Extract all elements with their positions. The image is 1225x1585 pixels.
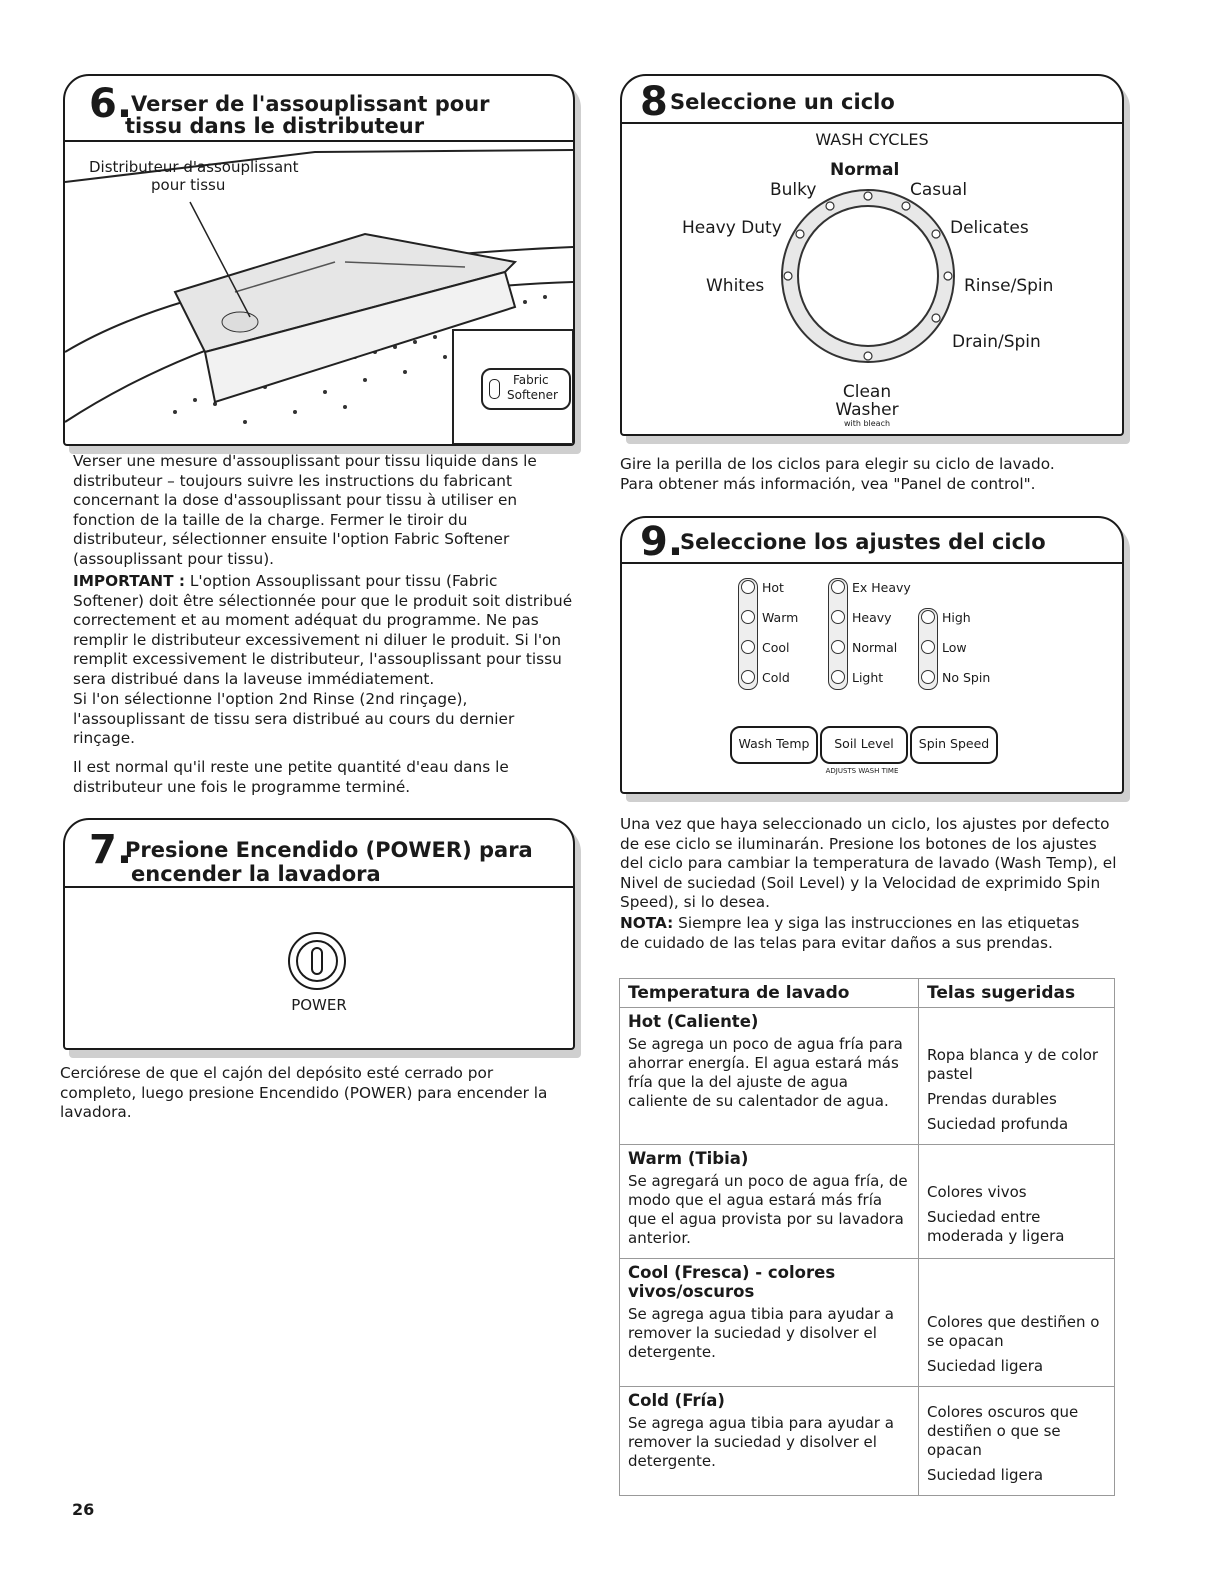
nota-text: Siempre lea y siga las instrucciones en las etiquetas de cuidado de las telas para evitar daños a sus prendas.: [620, 914, 1080, 952]
table-cell-temp: [620, 1145, 919, 1259]
fabric-item: Suciedad ligera: [927, 1466, 1044, 1484]
table-row: [620, 1387, 1115, 1496]
step8-paragraph: Gire la perilla de los ciclos para elegir su ciclo de lavado. Para obtener más información, vea "Panel de control".: [620, 455, 1055, 493]
fabric-item: Suciedad entre moderada y ligera: [927, 1208, 1065, 1245]
fabric-item: Colores que destiñen o se opacan: [927, 1313, 1100, 1350]
step7-number: 7.: [89, 827, 133, 873]
table-header-fabrics: Telas sugeridas: [919, 979, 1115, 1008]
option-cool: Cool: [762, 640, 790, 655]
adjusts-wash-time-note: ADJUSTS WASH TIME: [825, 767, 899, 775]
row-description: Se agrega agua tibia para ayudar a remover la suciedad y disolver el detergente.: [628, 1305, 894, 1361]
step9-number: 9.: [640, 519, 684, 565]
option-light: Light: [852, 670, 884, 685]
soil-level-button[interactable]: Soil Level: [820, 726, 908, 764]
table-cell-temp: [620, 1387, 919, 1496]
step6-paragraph-3: Si l'on sélectionne l'option 2nd Rinse (2nd rinçage), l'assouplissant de tissu sera distribué au cours du dernier rinçage.: [73, 690, 515, 747]
row-description: Se agrega un poco de agua fría para ahorrar energía. El agua estará más fría que la del ajuste de agua caliente de su calentador de agua.: [628, 1035, 903, 1110]
led-cool-icon: [741, 640, 755, 654]
option-heavy: Heavy: [852, 610, 892, 625]
callout-line1: Distributeur d'assouplissant: [89, 158, 299, 176]
table-cell-fabrics: [919, 1259, 1115, 1387]
fabric-softener-button: [481, 368, 571, 410]
cycle-clean-washer-1: Clean: [842, 382, 892, 402]
table-cell-fabrics: [919, 1145, 1115, 1259]
step8-title: Seleccione un ciclo: [670, 90, 895, 114]
cycle-normal: Normal: [830, 160, 900, 180]
step9-nota: [620, 914, 1100, 953]
led-ex-heavy-icon: [831, 580, 845, 594]
led-high-icon: [921, 610, 935, 624]
option-hot: Hot: [762, 580, 784, 595]
nota-label: NOTA:: [620, 914, 674, 932]
led-hot-icon: [741, 580, 755, 594]
table-row: [620, 1008, 1115, 1145]
softener-led-icon: [489, 379, 500, 399]
table-header-temperature: Temperatura de lavado: [620, 979, 919, 1008]
row-description: Se agregará un poco de agua fría, de modo que el agua estará más fría que el agua provista por su lavadora anterior.: [628, 1172, 908, 1247]
option-no-spin: No Spin: [942, 670, 991, 685]
cycle-heavy-duty: Heavy Duty: [682, 218, 782, 238]
cycle-drain-spin: Drain/Spin: [952, 332, 1041, 352]
wash-temperature-table: [619, 978, 1115, 1496]
fabric-item: Suciedad ligera: [927, 1357, 1044, 1375]
table-cell-temp: [620, 1008, 919, 1145]
led-cold-icon: [741, 670, 755, 684]
step9-panel: [620, 516, 1124, 794]
step8-header: [622, 76, 1122, 124]
step9-header: [622, 518, 1122, 564]
option-normal: Normal: [852, 640, 898, 655]
step6-panel: [63, 74, 575, 446]
row-title: Warm (Tibia): [628, 1149, 749, 1168]
step6-header: [65, 76, 573, 142]
table-cell-fabrics: [919, 1387, 1115, 1496]
led-normal-icon: [831, 640, 845, 654]
cycle-rinse-spin: Rinse/Spin: [964, 276, 1054, 296]
cycle-dial: [778, 186, 958, 366]
row-title: Cold (Fría): [628, 1391, 725, 1410]
step6-paragraph-1: Verser une mesure d'assouplissant pour tissu liquide dans le distributeur – toujours suivre les instructions du fabricant concernant la dose d'assouplissant pour tissu à utiliser en fonction de la taille de la charge. Fermer le tiroir du distributeur, sélectionner ensuite l'option Fabric Softener (assouplissant pour tissu).: [73, 452, 537, 568]
led-no-spin-icon: [921, 670, 935, 684]
step6-paragraph-2: [73, 572, 573, 689]
power-label: POWER: [291, 996, 347, 1014]
step7-header: [65, 820, 573, 888]
step8-panel: [620, 74, 1124, 436]
fabric-item: Suciedad profunda: [927, 1115, 1069, 1133]
step8-number: 8: [640, 79, 668, 125]
step6-title-line2: tissu dans le distributeur: [125, 114, 425, 138]
wash-cycles-heading: WASH CYCLES: [815, 130, 929, 149]
step7-paragraph: Cerciórese de que el cajón del depósito esté cerrado por completo, luego presione Encendido (POWER) para encender la lavadora.: [60, 1064, 548, 1121]
led-light-icon: [831, 670, 845, 684]
softener-callout: [89, 158, 299, 194]
table-cell-temp: [620, 1259, 919, 1387]
step7-title-line1: Presione Encendido (POWER) para: [125, 838, 533, 862]
fabric-item: Ropa blanca y de color pastel: [927, 1046, 1099, 1083]
led-low-icon: [921, 640, 935, 654]
power-icon: [286, 930, 348, 992]
step6-important-text: L'option Assouplissant pour tissu (Fabric Softener) doit être sélectionnée pour que le produit soit distribué correctement et au moment adéquat du programme. Ne pas remplir le distributeur excessivement ni diluer le produit. Si l'on remplit excessivement le distributeur, l'assouplissant pour tissu sera distribué dans la laveuse immédiatement.: [73, 572, 573, 688]
row-description: Se agrega agua tibia para ayudar a remover la suciedad y disolver el detergente.: [628, 1414, 894, 1470]
cycle-whites: Whites: [706, 276, 765, 296]
cycle-clean-washer-2: Washer: [835, 400, 899, 420]
fabric-item: Colores oscuros que destiñen o que se opacan: [927, 1403, 1079, 1459]
table-row: [620, 1145, 1115, 1259]
table-header-row: [620, 979, 1115, 1008]
led-warm-icon: [741, 610, 755, 624]
fabric-item: Colores vivos: [927, 1183, 1027, 1201]
cycle-delicates: Delicates: [950, 218, 1029, 238]
wash-temp-button[interactable]: Wash Temp: [730, 726, 818, 764]
softener-button-label-2: Softener: [507, 388, 558, 402]
led-heavy-icon: [831, 610, 845, 624]
step9-title: Seleccione los ajustes del ciclo: [680, 530, 1046, 554]
callout-line2: pour tissu: [151, 176, 226, 194]
step7-title-line2: encender la lavadora: [131, 862, 381, 886]
row-title: Cool (Fresca) - colores vivos/oscuros: [628, 1263, 836, 1301]
step6-title-line1: Verser de l'assouplissant pour: [131, 92, 490, 116]
option-high: High: [942, 610, 971, 625]
page-number: 26: [72, 1500, 95, 1519]
fabric-item: Prendas durables: [927, 1090, 1057, 1108]
cycle-casual: Casual: [910, 180, 968, 200]
step9-paragraph-1: Una vez que haya seleccionado un ciclo, los ajustes por defecto de ese ciclo se iluminarán. Presione los botones de los ajustes del ciclo para cambiar la temperatura de lavado (Wash Temp), el Nivel de suciedad (Soil Level) y la Velocidad de exprimido Spin Speed), si lo desea.: [620, 815, 1117, 911]
step7-panel: [63, 818, 575, 1050]
table-row: [620, 1259, 1115, 1387]
important-label: IMPORTANT :: [73, 572, 185, 590]
cycle-clean-washer-3: with bleach: [843, 419, 891, 428]
spin-speed-button[interactable]: Spin Speed: [910, 726, 998, 764]
table-cell-fabrics: [919, 1008, 1115, 1145]
step6-number: 6.: [89, 81, 133, 127]
option-ex-heavy: Ex Heavy: [852, 580, 911, 595]
softener-button-label-1: Fabric: [513, 373, 549, 387]
option-cold: Cold: [762, 670, 790, 685]
step6-paragraph-4: Il est normal qu'il reste une petite quantité d'eau dans le distributeur une fois le programme terminé.: [73, 758, 509, 796]
option-low: Low: [942, 640, 967, 655]
option-warm: Warm: [762, 610, 799, 625]
cycle-bulky: Bulky: [770, 180, 817, 200]
row-title: Hot (Caliente): [628, 1012, 759, 1031]
